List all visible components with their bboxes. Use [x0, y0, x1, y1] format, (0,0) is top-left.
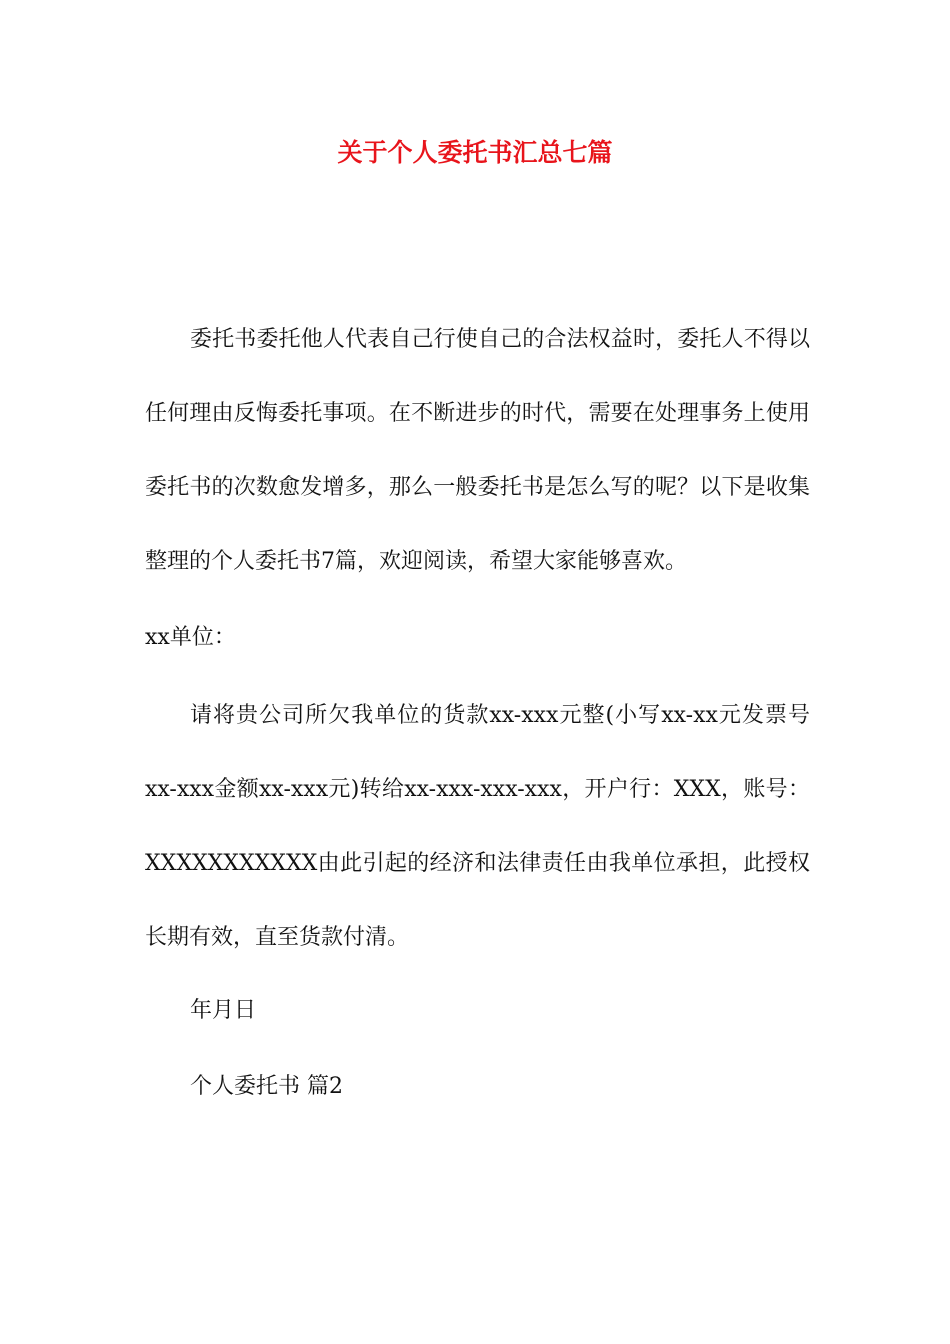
- body-paragraph: 请将贵公司所欠我单位的货款xx-xxx元整(小写xx-xx元发票号xx-xxx金额xx-xxx元)转给xx-xxx-xxx-xxx，开户行：XXX，账号：XXXXXXXXXXX由此引起的经济和法律责任由我单位承担，此授权长期有效，直至货款付清。: [145, 703, 810, 950]
- salutation: xx单位：: [145, 625, 236, 650]
- section-heading: 个人委托书 篇2: [190, 1074, 343, 1099]
- document-title: 关于个人委托书汇总七篇: [337, 138, 613, 167]
- intro-paragraph: 委托书委托他人代表自己行使自己的合法权益时，委托人不得以任何理由反悔委托事项。在不断进步的时代，需要在处理事务上使用委托书的次数愈发增多，那么一般委托书是怎么写的呢？以下是收集整理的个人委托书7篇，欢迎阅读，希望大家能够喜欢。: [145, 327, 810, 574]
- date-line: 年月日: [190, 998, 257, 1023]
